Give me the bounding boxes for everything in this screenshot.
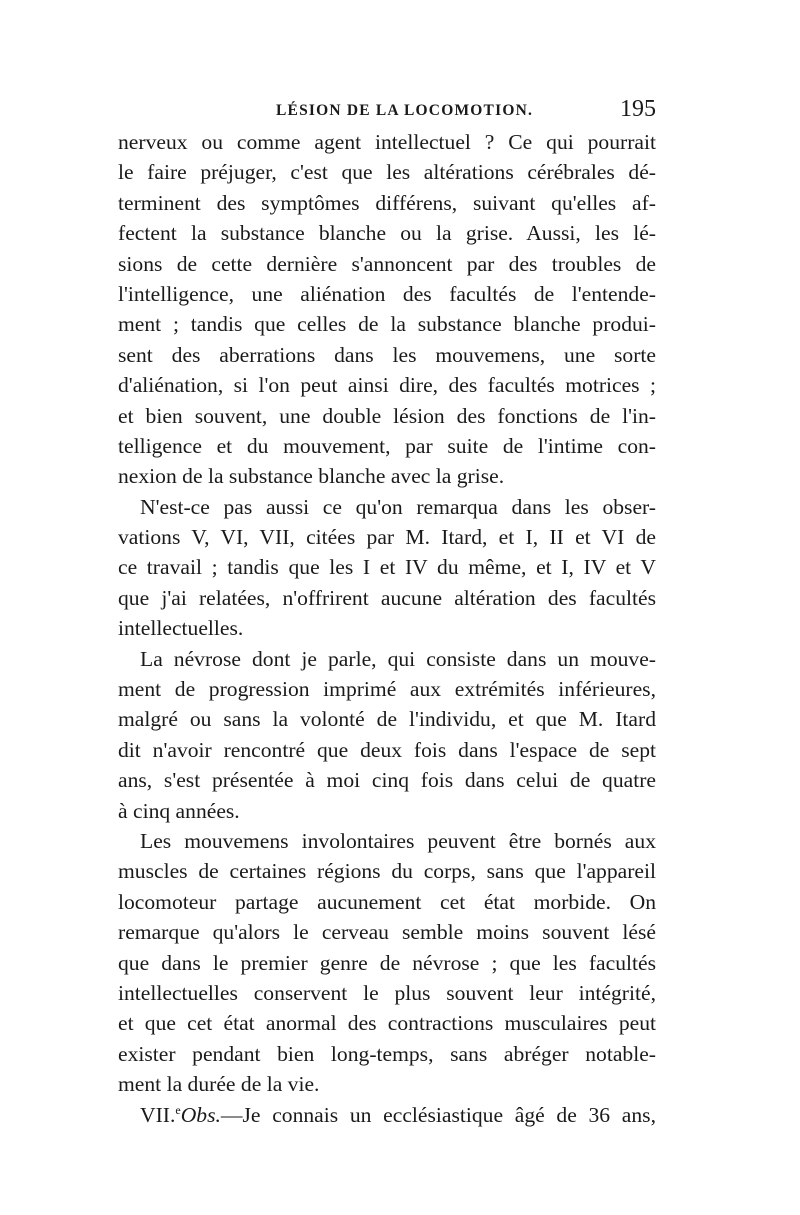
text-line: et que cet état anormal des contractions musculaires peut xyxy=(118,1011,656,1036)
page-number: 195 xyxy=(620,96,656,122)
text-line: ment ; tandis que celles de la substance blanche produi- xyxy=(118,312,656,337)
text-line: La névrose dont je parle, qui consiste dans un mouve- xyxy=(140,646,656,671)
observation-number: VII. xyxy=(140,1102,176,1127)
text-line: telligence et du mouvement, par suite de l'intime con- xyxy=(118,433,656,458)
text-line: exister pendant bien long-temps, sans abréger notable- xyxy=(118,1041,656,1066)
text-line: et bien souvent, une double lésion des fonctions de l'in- xyxy=(118,403,656,428)
text-line: fectent la substance blanche ou la grise. Aussi, les lé- xyxy=(118,221,656,246)
text-line: muscles de certaines régions du corps, sans que l'appareil xyxy=(118,859,656,884)
text-line: ment la durée de la vie. xyxy=(118,1072,320,1097)
text-line: ans, s'est présentée à moi cinq fois dans celui de quatre xyxy=(118,768,656,793)
text-line: sent des aberrations dans les mouvemens, une sorte xyxy=(118,342,656,367)
text-line: à cinq années. xyxy=(118,798,240,823)
text-line: intellectuelles conservent le plus souvent leur intégrité, xyxy=(118,980,656,1005)
text-line: ment de progression imprimé aux extrémités inférieures, xyxy=(118,677,656,702)
text-line: sions de cette dernière s'annoncent par des troubles de xyxy=(118,251,656,276)
running-head xyxy=(118,96,656,126)
text-line: locomoteur partage aucunement cet état morbide. On xyxy=(118,889,656,914)
observation-line xyxy=(118,1100,656,1130)
text-line: Les mouvemens involontaires peuvent être bornés aux xyxy=(140,828,656,853)
text-line: que j'ai relatées, n'offrirent aucune altération des facultés xyxy=(118,585,656,610)
text-line: N'est-ce pas aussi ce qu'on remarqua dans les obser- xyxy=(140,494,656,519)
text-line: nexion de la substance blanche avec la grise. xyxy=(118,464,505,489)
text-line: intellectuelles. xyxy=(118,616,244,641)
text-line: le faire préjuger, c'est que les altérations cérébrales dé- xyxy=(118,160,656,185)
observation-text: —Je connais un ecclésiastique âgé de 36 ans, xyxy=(220,1102,656,1127)
running-title: LÉSION DE LA LOCOMOTION. xyxy=(276,102,534,119)
text-line: nerveux ou comme agent intellectuel ? Ce qui pourrait xyxy=(118,130,656,154)
text-line: ce travail ; tandis que les I et IV du même, et I, IV et V xyxy=(118,555,656,580)
text-line: l'intelligence, une aliénation des facultés de l'entende- xyxy=(118,281,656,306)
text-line: malgré ou sans la volonté de l'individu, et que M. Itard xyxy=(118,707,656,732)
text-line: que dans le premier genre de névrose ; que les facultés xyxy=(118,950,656,975)
text-line: terminent des symptômes différens, suivant qu'elles af- xyxy=(118,190,656,215)
observation-abbrev: Obs. xyxy=(180,1102,221,1127)
observation-superscript: e xyxy=(175,1102,181,1117)
text-line: dit n'avoir rencontré que deux fois dans l'espace de sept xyxy=(118,737,656,762)
text-line: d'aliénation, si l'on peut ainsi dire, des facultés motrices ; xyxy=(118,373,656,398)
text-line: remarque qu'alors le cerveau semble moins souvent lésé xyxy=(118,920,656,945)
text-line: vations V, VI, VII, citées par M. Itard, et I, II et VI de xyxy=(118,525,656,550)
body-text xyxy=(118,127,656,1130)
